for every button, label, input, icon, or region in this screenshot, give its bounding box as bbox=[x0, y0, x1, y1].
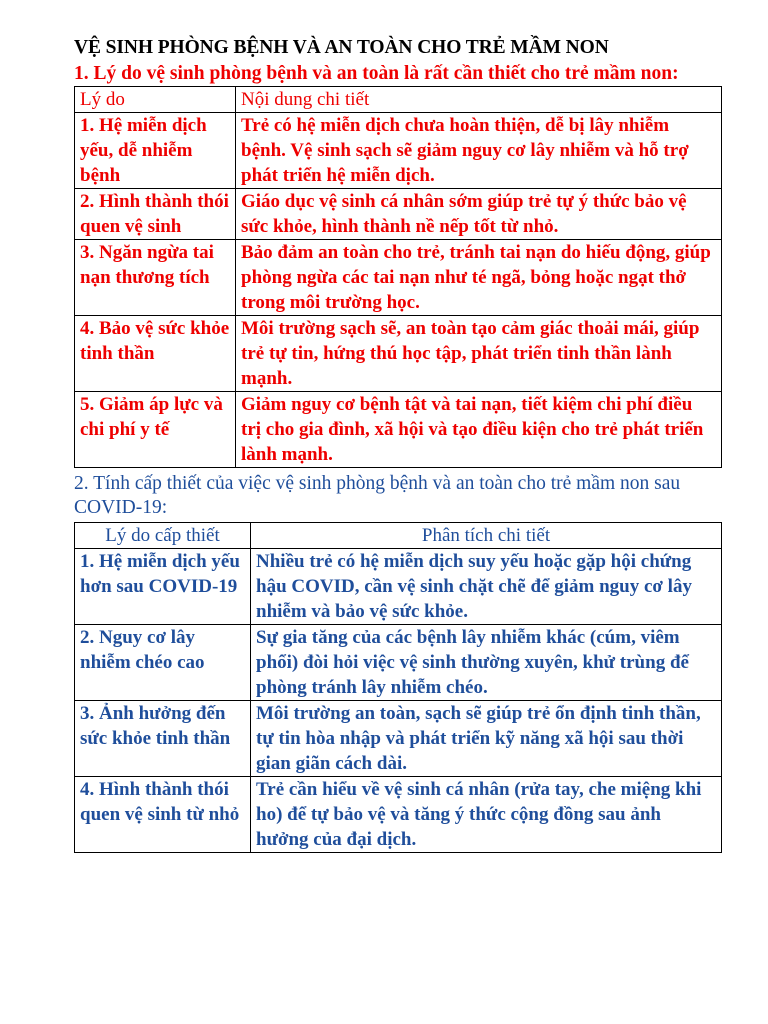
table-row bbox=[75, 777, 722, 853]
detail-cell: Trẻ có hệ miễn dịch chưa hoàn thiện, dễ bị lây nhiễm bệnh. Vệ sinh sạch sẽ giảm nguy cơ lây nhiễm và hỗ trợ phát triển hệ miễn dịch. bbox=[236, 113, 722, 189]
detail-cell: Sự gia tăng của các bệnh lây nhiễm khác (cúm, viêm phổi) đòi hỏi việc vệ sinh thường xuyên, khử trùng để phòng tránh lây nhiễm chéo. bbox=[251, 625, 722, 701]
table-row bbox=[75, 189, 722, 240]
reason-cell: 3. Ngăn ngừa tai nạn thương tích bbox=[75, 240, 236, 316]
reason-cell: 4. Bảo vệ sức khỏe tinh thần bbox=[75, 316, 236, 392]
reasons-table bbox=[74, 86, 722, 468]
detail-cell: Trẻ cần hiểu về vệ sinh cá nhân (rửa tay, che miệng khi ho) để tự bảo vệ và tăng ý thức cộng đồng sau ảnh hưởng của đại dịch. bbox=[251, 777, 722, 853]
header-urgent-reason: Lý do cấp thiết bbox=[75, 523, 251, 549]
table-row bbox=[75, 625, 722, 701]
table-row bbox=[75, 392, 722, 468]
detail-cell: Giáo dục vệ sinh cá nhân sớm giúp trẻ tự ý thức bảo vệ sức khỏe, hình thành nề nếp tốt từ nhỏ. bbox=[236, 189, 722, 240]
detail-cell: Giảm nguy cơ bệnh tật và tai nạn, tiết kiệm chi phí điều trị cho gia đình, xã hội và tạo điều kiện cho trẻ phát triển lành mạnh. bbox=[236, 392, 722, 468]
detail-cell: Môi trường an toàn, sạch sẽ giúp trẻ ổn định tinh thần, tự tin hòa nhập và phát triển kỹ năng xã hội sau thời gian giãn cách dài. bbox=[251, 701, 722, 777]
section2-heading: 2. Tính cấp thiết của việc vệ sinh phòng bệnh và an toàn cho trẻ mầm non sau COVID-19: bbox=[74, 473, 681, 518]
table-header-row bbox=[75, 523, 722, 549]
header-reason: Lý do bbox=[75, 87, 236, 113]
detail-cell: Môi trường sạch sẽ, an toàn tạo cảm giác thoải mái, giúp trẻ tự tin, hứng thú học tập, phát triển tinh thần lành mạnh. bbox=[236, 316, 722, 392]
reason-cell: 5. Giảm áp lực và chi phí y tế bbox=[75, 392, 236, 468]
table-row bbox=[75, 316, 722, 392]
detail-cell: Nhiều trẻ có hệ miễn dịch suy yếu hoặc gặp hội chứng hậu COVID, cần vệ sinh chặt chẽ để giảm nguy cơ lây nhiễm và bảo vệ sức khỏe. bbox=[251, 549, 722, 625]
document-page bbox=[74, 36, 711, 853]
table-header-row bbox=[75, 87, 722, 113]
document-title: VỆ SINH PHÒNG BỆNH VÀ AN TOÀN CHO TRẺ MẦM NON bbox=[74, 37, 609, 58]
table-row bbox=[75, 113, 722, 189]
table-row bbox=[75, 549, 722, 625]
reason-cell: 1. Hệ miễn dịch yếu hơn sau COVID-19 bbox=[75, 549, 251, 625]
header-analysis: Phân tích chi tiết bbox=[251, 523, 722, 549]
detail-cell: Bảo đảm an toàn cho trẻ, tránh tai nạn do hiếu động, giúp phòng ngừa các tai nạn như té ngã, bỏng hoặc ngạt thở trong môi trường học. bbox=[236, 240, 722, 316]
table-row bbox=[75, 701, 722, 777]
header-detail: Nội dung chi tiết bbox=[236, 87, 722, 113]
table-row bbox=[75, 240, 722, 316]
reason-cell: 2. Nguy cơ lây nhiễm chéo cao bbox=[75, 625, 251, 701]
reason-cell: 3. Ảnh hưởng đến sức khỏe tinh thần bbox=[75, 701, 251, 777]
reason-cell: 4. Hình thành thói quen vệ sinh từ nhỏ bbox=[75, 777, 251, 853]
section1-heading: 1. Lý do vệ sinh phòng bệnh và an toàn là rất cần thiết cho trẻ mầm non: bbox=[74, 63, 679, 84]
reason-cell: 2. Hình thành thói quen vệ sinh bbox=[75, 189, 236, 240]
reason-cell: 1. Hệ miễn dịch yếu, dễ nhiễm bệnh bbox=[75, 113, 236, 189]
urgency-table bbox=[74, 522, 722, 853]
